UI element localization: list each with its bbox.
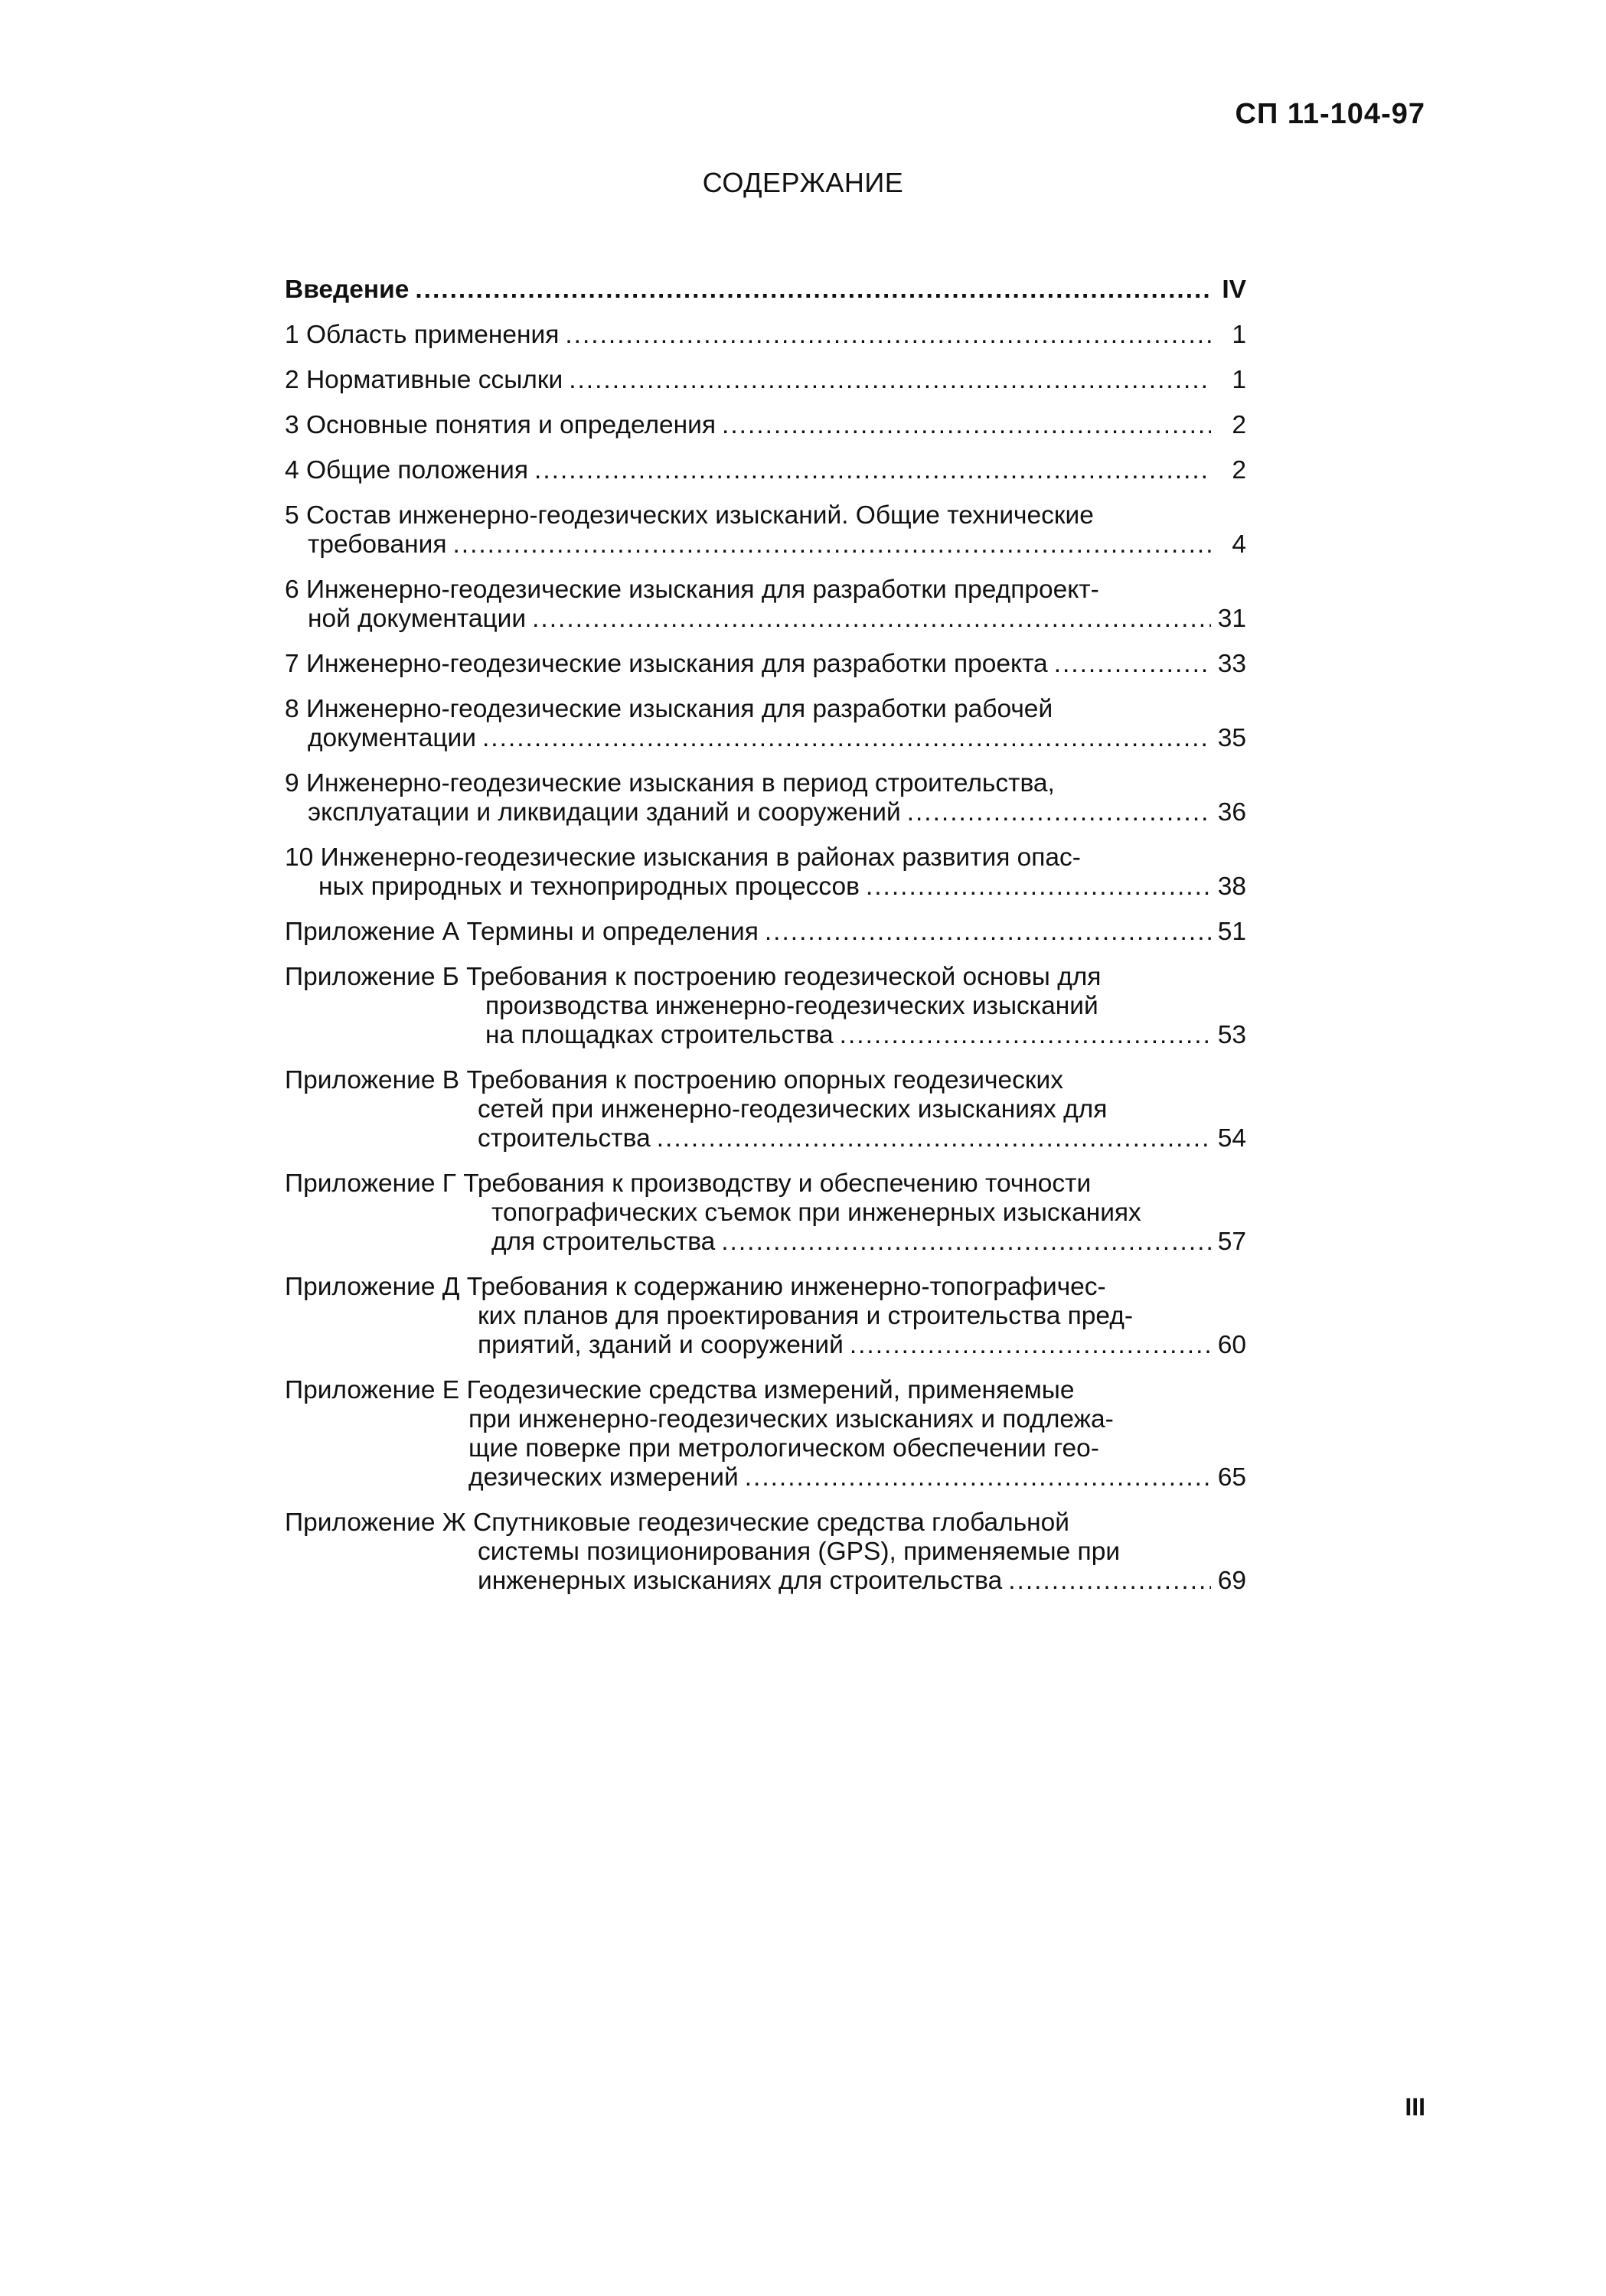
dot-leader [532,605,1211,634]
toc-page-number: 54 [1217,1124,1246,1153]
document-code: СП 11-104-97 [1235,98,1425,130]
toc-page-number: 65 [1217,1463,1246,1492]
toc-entry-appendix-zh[interactable] [285,1508,1246,1596]
dot-leader [452,530,1211,559]
toc-entry-line: при инженерно-геодезических изысканиях и подлежа- [468,1405,1114,1433]
toc-entry-title: документации [308,724,476,752]
toc-page-number: 53 [1217,1021,1246,1049]
toc-entry-line: 8 Инженерно-геодезические изыскания для разработки рабочей [285,695,1053,723]
toc-page-number: 2 [1232,411,1246,439]
toc-entry-appendix-g[interactable] [285,1169,1246,1257]
toc-entry-1[interactable] [285,321,1246,350]
page-number: III [1405,2093,1425,2121]
toc-page-number: 57 [1217,1228,1246,1256]
dot-leader [534,456,1211,485]
toc-entry-10[interactable] [285,843,1246,902]
toc-page-number: 2 [1232,456,1246,484]
toc-entry-line: ких планов для проектирования и строительства пред- [478,1302,1134,1330]
page-title: СОДЕРЖАНИЕ [702,167,904,198]
dot-leader [1054,650,1211,679]
table-of-contents [285,276,1246,1612]
toc-entry-7[interactable] [285,650,1246,679]
toc-entry-title: 7 Инженерно-геодезические изыскания для разработки проекта [285,650,1048,678]
dot-leader [765,918,1211,947]
toc-entry-title: инженерных изысканиях для строительства [478,1567,1003,1595]
toc-entry-line: щие поверке при метрологическом обеспечении гео- [468,1434,1099,1463]
toc-entry-title: на площадках строительства [485,1021,834,1049]
toc-entry-title: 1 Область применения [285,321,560,349]
toc-entry-5[interactable] [285,501,1246,559]
toc-entry-title: 4 Общие положения [285,456,529,484]
toc-entry-title: 2 Нормативные ссылки [285,366,563,394]
dot-leader [866,872,1211,902]
toc-page-number: 36 [1217,798,1246,827]
toc-entry-introduction[interactable] [285,276,1246,305]
toc-entry-2[interactable] [285,366,1246,395]
dot-leader [482,724,1211,753]
toc-page-number: 35 [1217,724,1246,752]
dot-leader [1008,1567,1211,1596]
toc-page-number: IV [1222,276,1246,304]
toc-entry-title: ной документации [308,605,527,633]
toc-entry-title: дезических измерений [468,1463,739,1492]
toc-entry-line: топографических съемок при инженерных изысканиях [491,1199,1141,1227]
toc-entry-line: системы позиционирования (GPS), применяемые при [478,1538,1121,1566]
toc-entry-title: приятий, зданий и сооружений [478,1331,844,1359]
dot-leader [840,1021,1211,1050]
dot-leader [745,1463,1211,1492]
toc-entry-title: ных природных и техноприродных процессов [318,872,860,901]
dot-leader [850,1331,1211,1360]
dot-leader [569,366,1211,395]
toc-page-number: 4 [1232,530,1246,559]
toc-entry-line: Приложение Д Требования к содержанию инженерно-топографичес- [285,1273,1106,1301]
toc-entry-8[interactable] [285,695,1246,753]
toc-entry-line: производства инженерно-геодезических изысканий [485,992,1098,1020]
toc-page-number: 1 [1232,321,1246,349]
toc-entry-line: 6 Инженерно-геодезические изыскания для разработки предпроект- [285,576,1099,604]
dot-leader [565,321,1211,350]
toc-entry-appendix-d[interactable] [285,1273,1246,1360]
toc-entry-title: эксплуатации и ликвидации зданий и сооружений [308,798,901,827]
dot-leader [657,1124,1211,1153]
toc-entry-line: Приложение Б Требования к построению геодезической основы для [285,963,1102,991]
toc-page-number: 31 [1217,605,1246,633]
dot-leader [415,276,1211,305]
toc-entry-appendix-b[interactable] [285,963,1246,1050]
toc-page-number: 60 [1217,1331,1246,1359]
toc-entry-title: строительства [478,1124,651,1153]
toc-entry-9[interactable] [285,769,1246,827]
toc-entry-title: Введение [285,276,410,304]
dot-leader [722,411,1211,440]
toc-entry-line: 9 Инженерно-геодезические изыскания в период строительства, [285,769,1055,797]
dot-leader [907,798,1211,827]
toc-page-number: 33 [1217,650,1246,678]
toc-entry-title: 3 Основные понятия и определения [285,411,716,439]
toc-entry-3[interactable] [285,411,1246,440]
toc-entry-line: Приложение Г Требования к производству и обеспечению точности [285,1169,1092,1198]
toc-entry-line: Приложение Е Геодезические средства измерений, применяемые [285,1376,1075,1404]
toc-entry-appendix-a[interactable] [285,918,1246,947]
toc-entry-line: Приложение Ж Спутниковые геодезические средства глобальной [285,1508,1070,1537]
toc-page-number: 38 [1217,872,1246,901]
toc-entry-line: 10 Инженерно-геодезические изыскания в районах развития опас- [285,843,1081,872]
toc-entry-appendix-e[interactable] [285,1376,1246,1492]
toc-page-number: 1 [1232,366,1246,394]
toc-entry-title: требования [308,530,447,559]
toc-page-number: 51 [1217,918,1246,946]
toc-entry-6[interactable] [285,576,1246,634]
toc-page-number: 69 [1217,1567,1246,1595]
toc-entry-appendix-v[interactable] [285,1066,1246,1153]
toc-entry-title: для строительства [491,1228,716,1256]
toc-entry-4[interactable] [285,456,1246,485]
toc-entry-line: 5 Состав инженерно-геодезических изысканий. Общие технические [285,501,1094,530]
toc-entry-line: сетей при инженерно-геодезических изысканиях для [478,1095,1108,1124]
dot-leader [721,1228,1211,1257]
toc-entry-line: Приложение В Требования к построению опорных геодезических [285,1066,1063,1094]
toc-entry-title: Приложение А Термины и определения [285,918,759,946]
